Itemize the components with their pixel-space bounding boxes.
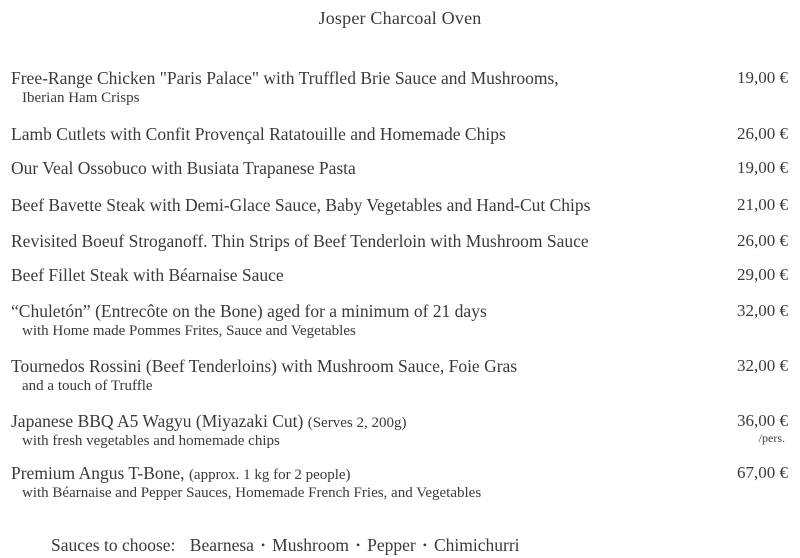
menu-item-name: Our Veal Ossobuco with Busiata Trapanese Pasta — [11, 158, 356, 178]
menu-item-lamb-cutlets — [11, 124, 788, 146]
menu-item-price: 26,00 € — [737, 124, 788, 143]
menu-item-description: with Béarnaise and Pepper Sauces, Homemade French Fries, and Vegetables — [22, 485, 482, 501]
menu-item-price: 21,00 € — [737, 195, 788, 214]
menu-item-name: Beef Fillet Steak with Béarnaise Sauce — [11, 265, 284, 285]
menu-item-name-line — [11, 411, 788, 433]
menu-item-description: with fresh vegetables and homemade chips — [22, 433, 280, 449]
menu-item-veal-ossobuco — [11, 158, 788, 180]
menu-item-price: 32,00 € — [737, 356, 788, 375]
sauce-option-bearnesa: Bearnesa — [189, 535, 254, 555]
menu-item-price: 32,00 € — [737, 301, 788, 320]
sauce-option-mushroom: Mushroom — [272, 535, 349, 555]
menu-item-description: and a touch of Truffle — [22, 378, 153, 394]
menu-item-name: Beef Bavette Steak with Demi-Glace Sauce, Baby Vegetables and Hand-Cut Chips — [11, 195, 591, 215]
menu-item-beef-bavette — [11, 195, 788, 217]
menu-item-angus-t-bone — [11, 463, 788, 502]
menu-item-name: Tournedos Rossini (Beef Tenderloins) with Mushroom Sauce, Foie Gras — [11, 356, 518, 376]
menu-item-name-line — [11, 124, 788, 146]
bullet-separator: • — [260, 538, 266, 552]
menu-item-paris-palace-chicken — [11, 68, 788, 107]
menu-item-name-line — [11, 463, 788, 485]
menu-item-boeuf-stroganoff — [11, 231, 788, 253]
menu-item-note: (Serves 2, 200g) — [307, 415, 407, 431]
menu-item-price: 19,00 € — [737, 68, 788, 87]
menu-item-price-unit: /pers. — [758, 431, 785, 445]
menu-item-name: “Chuletón” (Entrecôte on the Bone) aged for a minimum of 21 days — [11, 301, 487, 321]
bullet-separator: • — [355, 538, 361, 552]
menu-item-price: 67,00 € — [737, 463, 788, 482]
menu-item-chuleton — [11, 301, 788, 340]
sauce-option-pepper: Pepper — [367, 535, 416, 555]
menu-item-description: with Home made Pommes Frites, Sauce and Vegetables — [22, 323, 356, 339]
menu-item-name-line — [11, 265, 788, 287]
menu-item-name-line — [11, 356, 788, 378]
menu-section-title: Josper Charcoal Oven — [318, 8, 482, 28]
menu-item-price: 26,00 € — [737, 231, 788, 250]
menu-item-price: 19,00 € — [737, 158, 788, 177]
sauce-option-chimichurri: Chimichurri — [433, 535, 520, 555]
menu-item-a5-wagyu — [11, 411, 788, 450]
menu-item-name: Premium Angus T-Bone, — [11, 463, 189, 483]
menu-item-description: Iberian Ham Crisps — [22, 90, 140, 106]
bullet-separator: • — [422, 538, 427, 552]
sauce-options-line — [51, 535, 520, 555]
menu-item-name-line — [11, 68, 788, 90]
menu-item-name: Free-Range Chicken "Paris Palace" with Truffled Brie Sauce and Mushrooms, — [11, 68, 559, 88]
menu-item-name: Revisited Boeuf Stroganoff. Thin Strips of Beef Tenderloin with Mushroom Sauce — [11, 231, 589, 251]
menu-item-price: 36,00 € — [737, 411, 788, 430]
menu-item-price: 29,00 € — [737, 265, 788, 284]
menu-item-name-line — [11, 158, 788, 180]
menu-item-beef-fillet — [11, 265, 788, 287]
sauce-options-label: Sauces to choose: — [51, 535, 176, 555]
menu-item-name-line — [11, 195, 788, 217]
menu-item-note: (approx. 1 kg for 2 people) — [188, 467, 351, 483]
menu-item-name: Lamb Cutlets with Confit Provençal Ratatouille and Homemade Chips — [11, 124, 506, 144]
menu-item-name-line — [11, 231, 788, 253]
menu-item-tournedos-rossini — [11, 356, 788, 395]
menu-item-name-line — [11, 301, 788, 323]
menu-item-name: Japanese BBQ A5 Wagyu (Miyazaki Cut) — [11, 411, 308, 431]
